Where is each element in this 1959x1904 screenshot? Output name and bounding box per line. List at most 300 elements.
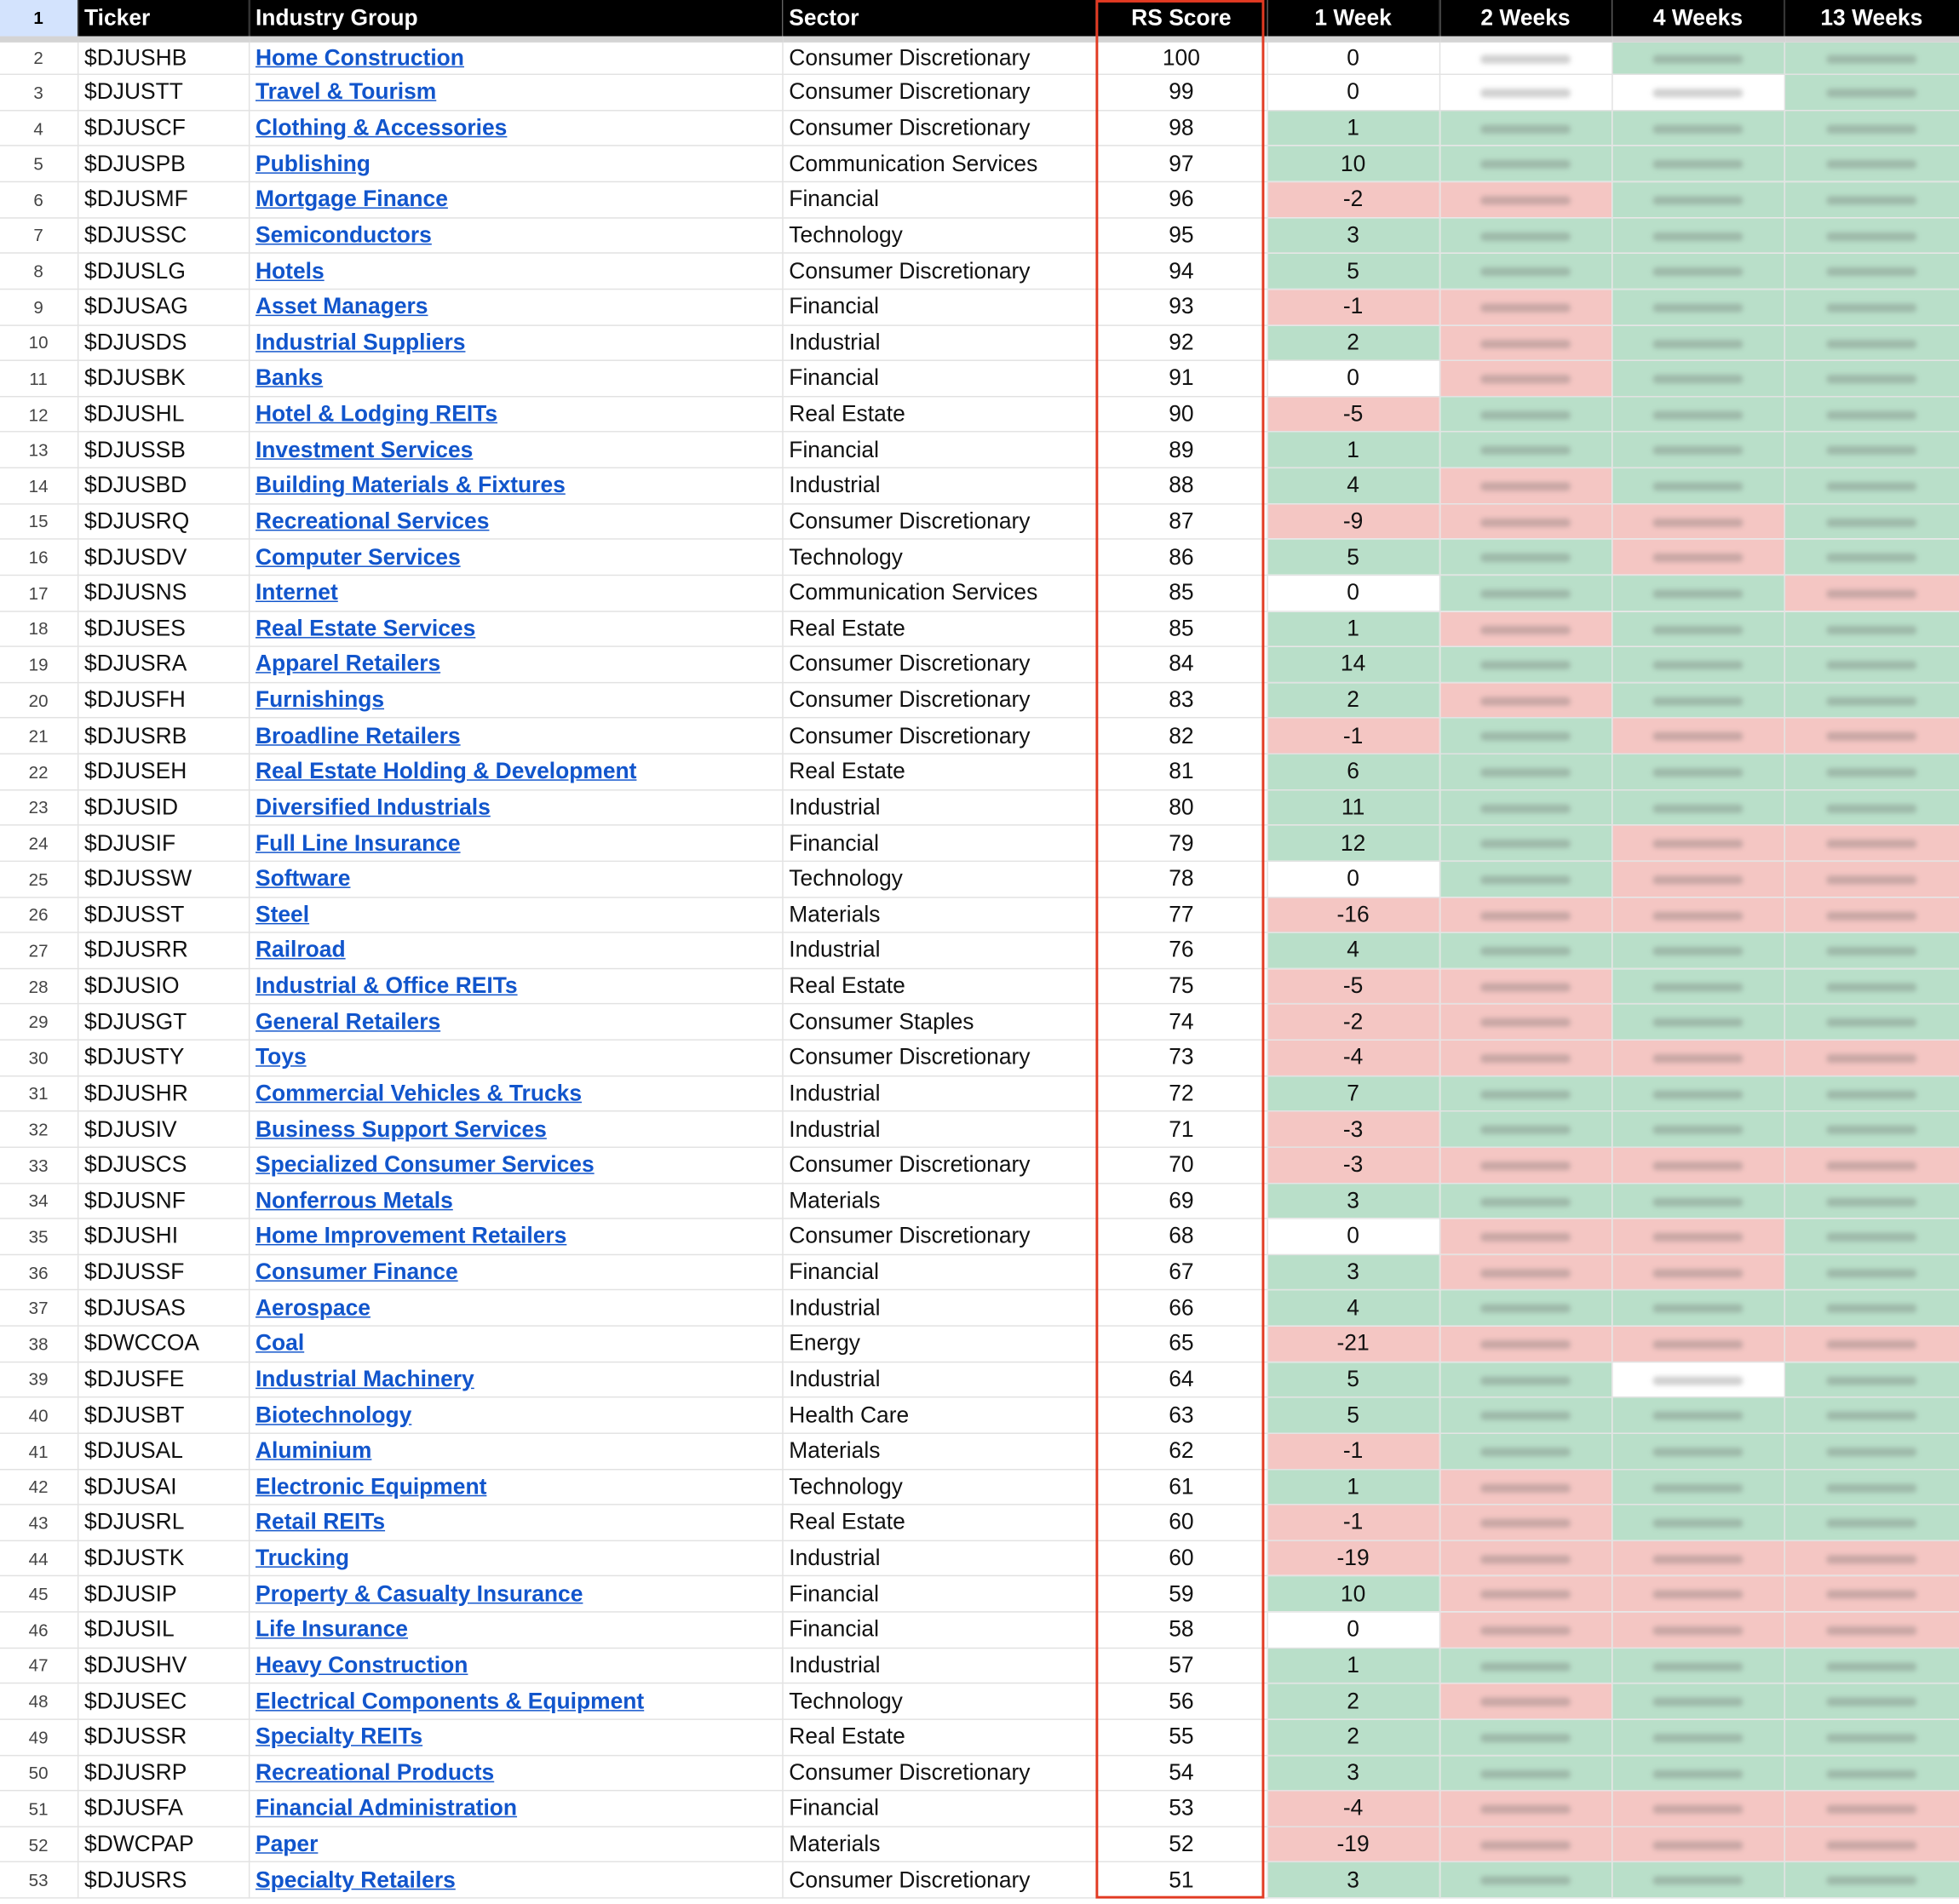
ticker-cell[interactable]: $DJUSFE bbox=[78, 1362, 249, 1397]
industry-group-cell[interactable] bbox=[249, 181, 782, 217]
week2-change-cell[interactable] bbox=[1439, 146, 1611, 181]
industry-group-link[interactable]: Specialty Retailers bbox=[255, 1867, 456, 1892]
week1-change-cell[interactable]: 0 bbox=[1267, 1612, 1439, 1648]
week4-change-cell[interactable] bbox=[1611, 1827, 1784, 1862]
industry-group-link[interactable]: Clothing & Accessories bbox=[255, 115, 508, 141]
week2-change-cell[interactable] bbox=[1439, 1576, 1611, 1612]
row-number[interactable]: 42 bbox=[0, 1469, 78, 1505]
week1-change-cell[interactable]: -2 bbox=[1267, 1004, 1439, 1040]
rs-score-cell[interactable]: 64 bbox=[1095, 1362, 1267, 1397]
industry-group-link[interactable]: Aluminium bbox=[255, 1437, 372, 1463]
week2-change-cell[interactable] bbox=[1439, 789, 1611, 825]
industry-group-cell[interactable] bbox=[249, 146, 782, 181]
sector-cell[interactable]: Financial bbox=[782, 825, 1095, 861]
industry-group-cell[interactable] bbox=[249, 789, 782, 825]
sector-cell[interactable]: Materials bbox=[782, 897, 1095, 932]
sector-cell[interactable]: Financial bbox=[782, 1791, 1095, 1827]
week2-change-cell[interactable] bbox=[1439, 324, 1611, 360]
rs-score-cell[interactable]: 89 bbox=[1095, 432, 1267, 467]
industry-group-cell[interactable] bbox=[249, 1183, 782, 1219]
week4-change-cell[interactable] bbox=[1611, 1183, 1784, 1219]
rs-score-cell[interactable]: 52 bbox=[1095, 1827, 1267, 1862]
industry-group-cell[interactable] bbox=[249, 324, 782, 360]
week2-change-cell[interactable] bbox=[1439, 861, 1611, 897]
column-header-2-weeks[interactable]: 2 Weeks bbox=[1439, 0, 1611, 38]
industry-group-link[interactable]: Industrial Suppliers bbox=[255, 329, 466, 355]
rs-score-cell[interactable]: 82 bbox=[1095, 718, 1267, 754]
rs-score-cell[interactable]: 55 bbox=[1095, 1719, 1267, 1755]
rs-score-cell[interactable]: 73 bbox=[1095, 1040, 1267, 1075]
ticker-cell[interactable]: $DJUSDV bbox=[78, 539, 249, 575]
industry-group-link[interactable]: Hotel & Lodging REITs bbox=[255, 400, 498, 427]
rs-score-cell[interactable]: 68 bbox=[1095, 1219, 1267, 1254]
sector-cell[interactable]: Industrial bbox=[782, 1290, 1095, 1326]
week13-change-cell[interactable] bbox=[1784, 1075, 1959, 1111]
ticker-cell[interactable]: $DJUSIO bbox=[78, 968, 249, 1004]
sector-cell[interactable]: Technology bbox=[782, 217, 1095, 253]
industry-group-link[interactable]: Life Insurance bbox=[255, 1616, 408, 1642]
week2-change-cell[interactable] bbox=[1439, 360, 1611, 396]
industry-group-link[interactable]: Publishing bbox=[255, 151, 371, 176]
week4-change-cell[interactable] bbox=[1611, 217, 1784, 253]
week13-change-cell[interactable] bbox=[1784, 682, 1959, 718]
week1-change-cell[interactable]: 3 bbox=[1267, 217, 1439, 253]
week4-change-cell[interactable] bbox=[1611, 1147, 1784, 1183]
week2-change-cell[interactable] bbox=[1439, 110, 1611, 146]
industry-group-cell[interactable] bbox=[249, 575, 782, 611]
sector-cell[interactable]: Consumer Discretionary bbox=[782, 110, 1095, 146]
industry-group-link[interactable]: Electronic Equipment bbox=[255, 1473, 487, 1499]
week1-change-cell[interactable]: 3 bbox=[1267, 1862, 1439, 1898]
week1-change-cell[interactable]: 5 bbox=[1267, 539, 1439, 575]
sector-cell[interactable]: Industrial bbox=[782, 1111, 1095, 1147]
industry-group-cell[interactable] bbox=[249, 754, 782, 789]
industry-group-link[interactable]: Mortgage Finance bbox=[255, 186, 448, 212]
sector-cell[interactable]: Financial bbox=[782, 1576, 1095, 1612]
rs-score-cell[interactable]: 92 bbox=[1095, 324, 1267, 360]
sector-cell[interactable]: Consumer Discretionary bbox=[782, 1040, 1095, 1075]
week13-change-cell[interactable] bbox=[1784, 253, 1959, 289]
week13-change-cell[interactable] bbox=[1784, 718, 1959, 754]
ticker-cell[interactable]: $DJUSTK bbox=[78, 1540, 249, 1576]
row-number[interactable]: 30 bbox=[0, 1040, 78, 1075]
week2-change-cell[interactable] bbox=[1439, 682, 1611, 718]
row-number[interactable]: 11 bbox=[0, 360, 78, 396]
week1-change-cell[interactable]: 14 bbox=[1267, 646, 1439, 682]
week13-change-cell[interactable] bbox=[1784, 1505, 1959, 1540]
week1-change-cell[interactable]: -21 bbox=[1267, 1326, 1439, 1362]
week1-change-cell[interactable]: 5 bbox=[1267, 1362, 1439, 1397]
industry-group-link[interactable]: Railroad bbox=[255, 937, 346, 963]
sector-cell[interactable]: Industrial bbox=[782, 467, 1095, 503]
industry-group-cell[interactable] bbox=[249, 682, 782, 718]
week4-change-cell[interactable] bbox=[1611, 1219, 1784, 1254]
week4-change-cell[interactable] bbox=[1611, 1290, 1784, 1326]
industry-group-cell[interactable] bbox=[249, 110, 782, 146]
industry-group-link[interactable]: Real Estate Services bbox=[255, 615, 476, 641]
week1-change-cell[interactable]: -4 bbox=[1267, 1040, 1439, 1075]
industry-group-cell[interactable] bbox=[249, 1433, 782, 1469]
industry-group-link[interactable]: Home Improvement Retailers bbox=[255, 1223, 567, 1249]
week1-change-cell[interactable]: 5 bbox=[1267, 253, 1439, 289]
row-number[interactable]: 40 bbox=[0, 1397, 78, 1433]
rs-score-cell[interactable]: 100 bbox=[1095, 38, 1267, 74]
industry-group-cell[interactable] bbox=[249, 932, 782, 968]
rs-score-cell[interactable]: 70 bbox=[1095, 1147, 1267, 1183]
week2-change-cell[interactable] bbox=[1439, 611, 1611, 646]
ticker-cell[interactable]: $DJUSES bbox=[78, 611, 249, 646]
week4-change-cell[interactable] bbox=[1611, 181, 1784, 217]
sector-cell[interactable]: Consumer Discretionary bbox=[782, 1147, 1095, 1183]
industry-group-link[interactable]: Coal bbox=[255, 1330, 305, 1356]
rs-score-cell[interactable]: 81 bbox=[1095, 754, 1267, 789]
week13-change-cell[interactable] bbox=[1784, 289, 1959, 324]
ticker-cell[interactable]: $DJUSLG bbox=[78, 253, 249, 289]
week1-change-cell[interactable]: 5 bbox=[1267, 1397, 1439, 1433]
industry-group-cell[interactable] bbox=[249, 897, 782, 932]
week2-change-cell[interactable] bbox=[1439, 1254, 1611, 1290]
column-header-4-weeks[interactable]: 4 Weeks bbox=[1611, 0, 1784, 38]
sector-cell[interactable]: Financial bbox=[782, 360, 1095, 396]
sector-cell[interactable]: Technology bbox=[782, 539, 1095, 575]
industry-group-cell[interactable] bbox=[249, 1755, 782, 1791]
week13-change-cell[interactable] bbox=[1784, 1254, 1959, 1290]
sector-cell[interactable]: Consumer Discretionary bbox=[782, 1862, 1095, 1898]
row-number[interactable]: 50 bbox=[0, 1755, 78, 1791]
week2-change-cell[interactable] bbox=[1439, 1147, 1611, 1183]
industry-group-cell[interactable] bbox=[249, 360, 782, 396]
week2-change-cell[interactable] bbox=[1439, 1755, 1611, 1791]
week4-change-cell[interactable] bbox=[1611, 324, 1784, 360]
row-number[interactable]: 29 bbox=[0, 1004, 78, 1040]
week2-change-cell[interactable] bbox=[1439, 1505, 1611, 1540]
week1-change-cell[interactable]: -3 bbox=[1267, 1111, 1439, 1147]
week1-change-cell[interactable]: 4 bbox=[1267, 1290, 1439, 1326]
industry-group-cell[interactable] bbox=[249, 646, 782, 682]
row-number[interactable]: 8 bbox=[0, 253, 78, 289]
week1-change-cell[interactable]: -19 bbox=[1267, 1540, 1439, 1576]
week2-change-cell[interactable] bbox=[1439, 1397, 1611, 1433]
industry-group-cell[interactable] bbox=[249, 1862, 782, 1898]
row-number[interactable]: 53 bbox=[0, 1862, 78, 1898]
industry-group-cell[interactable] bbox=[249, 718, 782, 754]
week1-change-cell[interactable]: 1 bbox=[1267, 432, 1439, 467]
ticker-cell[interactable]: $DJUSHL bbox=[78, 396, 249, 432]
row-number[interactable]: 17 bbox=[0, 575, 78, 611]
industry-group-link[interactable]: Hotels bbox=[255, 257, 325, 284]
week13-change-cell[interactable] bbox=[1784, 360, 1959, 396]
rs-score-cell[interactable]: 67 bbox=[1095, 1254, 1267, 1290]
row-number[interactable]: 34 bbox=[0, 1183, 78, 1219]
ticker-cell[interactable]: $DJUSRB bbox=[78, 718, 249, 754]
industry-group-link[interactable]: Recreational Services bbox=[255, 508, 490, 534]
ticker-cell[interactable]: $DJUSSF bbox=[78, 1254, 249, 1290]
rs-score-cell[interactable]: 51 bbox=[1095, 1862, 1267, 1898]
week13-change-cell[interactable] bbox=[1784, 754, 1959, 789]
week13-change-cell[interactable] bbox=[1784, 432, 1959, 467]
industry-group-link[interactable]: Retail REITs bbox=[255, 1509, 386, 1534]
row-number[interactable]: 44 bbox=[0, 1540, 78, 1576]
week13-change-cell[interactable] bbox=[1784, 396, 1959, 432]
row-number[interactable]: 18 bbox=[0, 611, 78, 646]
week4-change-cell[interactable] bbox=[1611, 1362, 1784, 1397]
row-number[interactable]: 52 bbox=[0, 1827, 78, 1862]
week4-change-cell[interactable] bbox=[1611, 1648, 1784, 1683]
industry-group-cell[interactable] bbox=[249, 503, 782, 539]
industry-group-cell[interactable] bbox=[249, 467, 782, 503]
row-number[interactable]: 26 bbox=[0, 897, 78, 932]
week1-change-cell[interactable]: 0 bbox=[1267, 74, 1439, 110]
row-number[interactable]: 14 bbox=[0, 467, 78, 503]
week1-change-cell[interactable]: -9 bbox=[1267, 503, 1439, 539]
row-number[interactable]: 37 bbox=[0, 1290, 78, 1326]
week13-change-cell[interactable] bbox=[1784, 1111, 1959, 1147]
week1-change-cell[interactable]: 10 bbox=[1267, 1576, 1439, 1612]
week13-change-cell[interactable] bbox=[1784, 1648, 1959, 1683]
industry-group-link[interactable]: Trucking bbox=[255, 1545, 350, 1570]
rs-score-cell[interactable]: 85 bbox=[1095, 611, 1267, 646]
week2-change-cell[interactable] bbox=[1439, 289, 1611, 324]
week13-change-cell[interactable] bbox=[1784, 932, 1959, 968]
industry-group-link[interactable]: Computer Services bbox=[255, 543, 461, 570]
sector-cell[interactable]: Consumer Discretionary bbox=[782, 1755, 1095, 1791]
week13-change-cell[interactable] bbox=[1784, 110, 1959, 146]
ticker-cell[interactable]: $DWCPAP bbox=[78, 1827, 249, 1862]
industry-group-link[interactable]: Furnishings bbox=[255, 686, 385, 713]
ticker-cell[interactable]: $DJUSAS bbox=[78, 1290, 249, 1326]
sector-cell[interactable]: Financial bbox=[782, 1612, 1095, 1648]
rs-score-cell[interactable]: 58 bbox=[1095, 1612, 1267, 1648]
sector-cell[interactable]: Financial bbox=[782, 432, 1095, 467]
row-number[interactable]: 22 bbox=[0, 754, 78, 789]
industry-group-link[interactable]: Semiconductors bbox=[255, 222, 432, 248]
row-number[interactable]: 25 bbox=[0, 861, 78, 897]
week2-change-cell[interactable] bbox=[1439, 1362, 1611, 1397]
week2-change-cell[interactable] bbox=[1439, 1219, 1611, 1254]
column-header-1-week[interactable]: 1 Week bbox=[1267, 0, 1439, 38]
week2-change-cell[interactable] bbox=[1439, 539, 1611, 575]
row-number[interactable]: 49 bbox=[0, 1719, 78, 1755]
week4-change-cell[interactable] bbox=[1611, 289, 1784, 324]
week2-change-cell[interactable] bbox=[1439, 897, 1611, 932]
rs-score-cell[interactable]: 80 bbox=[1095, 789, 1267, 825]
row-number[interactable]: 16 bbox=[0, 539, 78, 575]
ticker-cell[interactable]: $DJUSDS bbox=[78, 324, 249, 360]
week4-change-cell[interactable] bbox=[1611, 1719, 1784, 1755]
industry-group-cell[interactable] bbox=[249, 1040, 782, 1075]
industry-group-link[interactable]: Software bbox=[255, 865, 351, 892]
ticker-cell[interactable]: $DJUSBD bbox=[78, 467, 249, 503]
row-number[interactable]: 3 bbox=[0, 74, 78, 110]
week2-change-cell[interactable] bbox=[1439, 754, 1611, 789]
week4-change-cell[interactable] bbox=[1611, 1326, 1784, 1362]
week4-change-cell[interactable] bbox=[1611, 539, 1784, 575]
week13-change-cell[interactable] bbox=[1784, 1362, 1959, 1397]
week2-change-cell[interactable] bbox=[1439, 575, 1611, 611]
industry-group-cell[interactable] bbox=[249, 1147, 782, 1183]
industry-group-cell[interactable] bbox=[249, 74, 782, 110]
week1-change-cell[interactable]: -19 bbox=[1267, 1827, 1439, 1862]
row-number[interactable]: 7 bbox=[0, 217, 78, 253]
week13-change-cell[interactable] bbox=[1784, 1469, 1959, 1505]
week1-change-cell[interactable]: -1 bbox=[1267, 289, 1439, 324]
industry-group-cell[interactable] bbox=[249, 217, 782, 253]
sector-cell[interactable]: Consumer Discretionary bbox=[782, 503, 1095, 539]
week1-change-cell[interactable]: 0 bbox=[1267, 861, 1439, 897]
industry-group-cell[interactable] bbox=[249, 1004, 782, 1040]
industry-group-link[interactable]: Heavy Construction bbox=[255, 1652, 468, 1677]
row-number[interactable]: 24 bbox=[0, 825, 78, 861]
industry-group-cell[interactable] bbox=[249, 1254, 782, 1290]
row-number[interactable]: 15 bbox=[0, 503, 78, 539]
rs-score-cell[interactable]: 86 bbox=[1095, 539, 1267, 575]
week13-change-cell[interactable] bbox=[1784, 789, 1959, 825]
week1-change-cell[interactable]: 0 bbox=[1267, 1219, 1439, 1254]
week2-change-cell[interactable] bbox=[1439, 1111, 1611, 1147]
industry-group-link[interactable]: Asset Managers bbox=[255, 293, 428, 319]
week4-change-cell[interactable] bbox=[1611, 1040, 1784, 1075]
rs-score-cell[interactable]: 90 bbox=[1095, 396, 1267, 432]
week1-change-cell[interactable]: 2 bbox=[1267, 1683, 1439, 1719]
week1-change-cell[interactable]: 4 bbox=[1267, 932, 1439, 968]
industry-group-cell[interactable] bbox=[249, 1827, 782, 1862]
week13-change-cell[interactable] bbox=[1784, 217, 1959, 253]
rs-score-cell[interactable]: 78 bbox=[1095, 861, 1267, 897]
rs-score-cell[interactable]: 53 bbox=[1095, 1791, 1267, 1827]
sector-cell[interactable]: Real Estate bbox=[782, 968, 1095, 1004]
week4-change-cell[interactable] bbox=[1611, 1540, 1784, 1576]
week13-change-cell[interactable] bbox=[1784, 1576, 1959, 1612]
rs-score-cell[interactable]: 57 bbox=[1095, 1648, 1267, 1683]
week13-change-cell[interactable] bbox=[1784, 1183, 1959, 1219]
industry-group-cell[interactable] bbox=[249, 1290, 782, 1326]
week4-change-cell[interactable] bbox=[1611, 74, 1784, 110]
week4-change-cell[interactable] bbox=[1611, 1505, 1784, 1540]
ticker-cell[interactable]: $DJUSBT bbox=[78, 1397, 249, 1433]
industry-group-cell[interactable] bbox=[249, 1791, 782, 1827]
week4-change-cell[interactable] bbox=[1611, 682, 1784, 718]
week1-change-cell[interactable]: -3 bbox=[1267, 1147, 1439, 1183]
week2-change-cell[interactable] bbox=[1439, 1075, 1611, 1111]
industry-group-link[interactable]: Building Materials & Fixtures bbox=[255, 472, 566, 498]
week13-change-cell[interactable] bbox=[1784, 897, 1959, 932]
ticker-cell[interactable]: $DJUSHI bbox=[78, 1219, 249, 1254]
sector-cell[interactable]: Technology bbox=[782, 861, 1095, 897]
ticker-cell[interactable]: $DJUSIV bbox=[78, 1111, 249, 1147]
week2-change-cell[interactable] bbox=[1439, 968, 1611, 1004]
sector-cell[interactable]: Energy bbox=[782, 1326, 1095, 1362]
week4-change-cell[interactable] bbox=[1611, 897, 1784, 932]
week2-change-cell[interactable] bbox=[1439, 1791, 1611, 1827]
week2-change-cell[interactable] bbox=[1439, 1183, 1611, 1219]
sector-cell[interactable]: Financial bbox=[782, 1254, 1095, 1290]
week4-change-cell[interactable] bbox=[1611, 1576, 1784, 1612]
rs-score-cell[interactable]: 59 bbox=[1095, 1576, 1267, 1612]
rs-score-cell[interactable]: 60 bbox=[1095, 1540, 1267, 1576]
sector-cell[interactable]: Industrial bbox=[782, 1540, 1095, 1576]
week2-change-cell[interactable] bbox=[1439, 825, 1611, 861]
week2-change-cell[interactable] bbox=[1439, 718, 1611, 754]
week4-change-cell[interactable] bbox=[1611, 861, 1784, 897]
week4-change-cell[interactable] bbox=[1611, 1612, 1784, 1648]
week4-change-cell[interactable] bbox=[1611, 432, 1784, 467]
industry-group-cell[interactable] bbox=[249, 968, 782, 1004]
industry-group-link[interactable]: Internet bbox=[255, 579, 338, 605]
ticker-cell[interactable]: $DJUSSB bbox=[78, 432, 249, 467]
week13-change-cell[interactable] bbox=[1784, 1827, 1959, 1862]
row-number-header[interactable]: 1 bbox=[0, 0, 78, 38]
week4-change-cell[interactable] bbox=[1611, 253, 1784, 289]
ticker-cell[interactable]: $DJUSRL bbox=[78, 1505, 249, 1540]
week13-change-cell[interactable] bbox=[1784, 539, 1959, 575]
row-number[interactable]: 45 bbox=[0, 1576, 78, 1612]
week1-change-cell[interactable]: 6 bbox=[1267, 754, 1439, 789]
column-header-industry-group[interactable]: Industry Group bbox=[249, 0, 782, 38]
sector-cell[interactable]: Materials bbox=[782, 1433, 1095, 1469]
industry-group-cell[interactable] bbox=[249, 1111, 782, 1147]
row-number[interactable]: 28 bbox=[0, 968, 78, 1004]
week2-change-cell[interactable] bbox=[1439, 1290, 1611, 1326]
week13-change-cell[interactable] bbox=[1784, 1540, 1959, 1576]
rs-score-cell[interactable]: 99 bbox=[1095, 74, 1267, 110]
sector-cell[interactable]: Consumer Discretionary bbox=[782, 38, 1095, 74]
week2-change-cell[interactable] bbox=[1439, 181, 1611, 217]
industry-group-link[interactable]: Full Line Insurance bbox=[255, 829, 461, 856]
week4-change-cell[interactable] bbox=[1611, 1254, 1784, 1290]
week4-change-cell[interactable] bbox=[1611, 1111, 1784, 1147]
week4-change-cell[interactable] bbox=[1611, 1075, 1784, 1111]
sector-cell[interactable]: Communication Services bbox=[782, 575, 1095, 611]
ticker-cell[interactable]: $DJUSID bbox=[78, 789, 249, 825]
industry-group-link[interactable]: Real Estate Holding & Development bbox=[255, 758, 637, 784]
column-header-sector[interactable]: Sector bbox=[782, 0, 1095, 38]
week1-change-cell[interactable]: -16 bbox=[1267, 897, 1439, 932]
row-number[interactable]: 12 bbox=[0, 396, 78, 432]
week4-change-cell[interactable] bbox=[1611, 825, 1784, 861]
rs-score-cell[interactable]: 79 bbox=[1095, 825, 1267, 861]
ticker-cell[interactable]: $DWCCOA bbox=[78, 1326, 249, 1362]
row-number[interactable]: 35 bbox=[0, 1219, 78, 1254]
industry-group-cell[interactable] bbox=[249, 1219, 782, 1254]
rs-score-cell[interactable]: 93 bbox=[1095, 289, 1267, 324]
week13-change-cell[interactable] bbox=[1784, 38, 1959, 74]
week13-change-cell[interactable] bbox=[1784, 1397, 1959, 1433]
week2-change-cell[interactable] bbox=[1439, 396, 1611, 432]
sector-cell[interactable]: Industrial bbox=[782, 1648, 1095, 1683]
week2-change-cell[interactable] bbox=[1439, 1862, 1611, 1898]
week2-change-cell[interactable] bbox=[1439, 1683, 1611, 1719]
industry-group-link[interactable]: Recreational Products bbox=[255, 1759, 495, 1785]
week13-change-cell[interactable] bbox=[1784, 181, 1959, 217]
week1-change-cell[interactable]: 2 bbox=[1267, 1719, 1439, 1755]
week1-change-cell[interactable]: -1 bbox=[1267, 1433, 1439, 1469]
week13-change-cell[interactable] bbox=[1784, 1755, 1959, 1791]
sector-cell[interactable]: Industrial bbox=[782, 1075, 1095, 1111]
week1-change-cell[interactable]: -1 bbox=[1267, 718, 1439, 754]
week1-change-cell[interactable]: 10 bbox=[1267, 146, 1439, 181]
ticker-cell[interactable]: $DJUSMF bbox=[78, 181, 249, 217]
week13-change-cell[interactable] bbox=[1784, 1612, 1959, 1648]
sector-cell[interactable]: Real Estate bbox=[782, 1505, 1095, 1540]
week2-change-cell[interactable] bbox=[1439, 467, 1611, 503]
ticker-cell[interactable]: $DJUSRP bbox=[78, 1755, 249, 1791]
industry-group-cell[interactable] bbox=[249, 825, 782, 861]
rs-score-cell[interactable]: 83 bbox=[1095, 682, 1267, 718]
week4-change-cell[interactable] bbox=[1611, 611, 1784, 646]
industry-group-cell[interactable] bbox=[249, 1612, 782, 1648]
rs-score-cell[interactable]: 98 bbox=[1095, 110, 1267, 146]
row-number[interactable]: 31 bbox=[0, 1075, 78, 1111]
